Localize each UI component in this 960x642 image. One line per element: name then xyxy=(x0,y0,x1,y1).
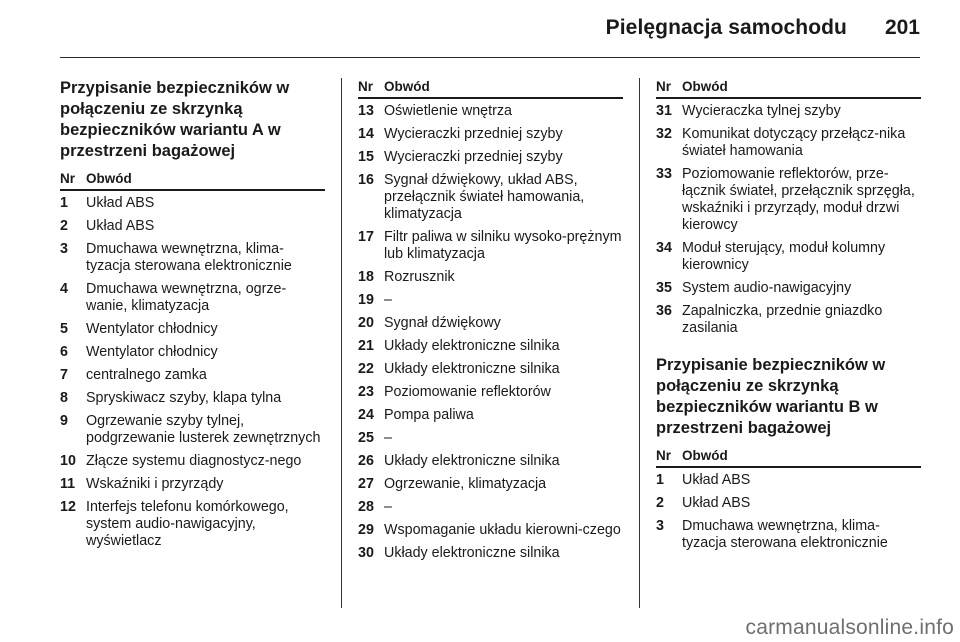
circuit-description: Układy elektroniczne silnika xyxy=(384,361,560,377)
fuse-number: 14 xyxy=(358,126,374,142)
circuit-description: Dmuchawa wewnętrzna, klima-tyzacja sterowana elektronicznie xyxy=(682,518,888,551)
fuse-number: 13 xyxy=(358,103,374,119)
table-row xyxy=(358,453,623,470)
table-row xyxy=(60,195,325,212)
fuse-number: 17 xyxy=(358,229,374,245)
column-divider xyxy=(639,78,640,608)
table-row xyxy=(60,241,325,275)
fuse-number: 2 xyxy=(656,495,664,511)
circuit-description: Wentylator chłodnicy xyxy=(86,344,218,360)
fuse-number: 24 xyxy=(358,407,374,423)
table-row xyxy=(358,522,623,539)
circuit-description: Układ ABS xyxy=(682,472,751,488)
table-row xyxy=(656,303,921,337)
circuit-description: Poziomowanie reflektorów xyxy=(384,384,551,400)
watermark: carmanualsonline.info xyxy=(745,616,954,639)
fuse-number: 31 xyxy=(656,103,672,119)
table-row xyxy=(60,476,325,493)
column-3 xyxy=(656,78,921,558)
table-row xyxy=(60,390,325,407)
table-row xyxy=(358,384,623,401)
table-row xyxy=(60,367,325,384)
table-row xyxy=(60,413,325,447)
table-row xyxy=(358,430,623,447)
fuse-number: 23 xyxy=(358,384,374,400)
table-header xyxy=(60,170,325,191)
fuse-number: 11 xyxy=(60,476,76,492)
circuit-description: Wskaźniki i przyrządy xyxy=(86,476,224,492)
circuit-description: Wycieraczka tylnej szyby xyxy=(682,103,841,119)
circuit-description: Dmuchawa wewnętrzna, ogrze-wanie, klimatyzacja xyxy=(86,281,287,314)
header-divider xyxy=(60,57,920,58)
table-row xyxy=(358,292,623,309)
circuit-description: Wycieraczki przedniej szyby xyxy=(384,149,563,165)
section-title-variant-a: Przypisanie bezpieczników w połączeniu ze skrzynką bezpieczników wariantu A w przestrzeni bagażowej xyxy=(60,79,290,160)
fuse-number: 30 xyxy=(358,545,374,561)
fuse-number: 1 xyxy=(60,195,68,211)
circuit-description: Układy elektroniczne silnika xyxy=(384,545,560,561)
circuit-description: Interfejs telefonu komórkowego, system audio-nawigacyjny, wyświetlacz xyxy=(86,499,289,549)
table-row xyxy=(358,476,623,493)
fuse-number: 32 xyxy=(656,126,672,142)
table-row xyxy=(656,518,921,552)
circuit-description: – xyxy=(384,499,392,515)
circuit-description: Rozrusznik xyxy=(384,269,455,285)
fuse-number: 3 xyxy=(60,241,68,257)
table-row xyxy=(358,499,623,516)
circuit-description: Sygnał dźwiękowy, układ ABS, przełącznik świateł hamowania, klimatyzacja xyxy=(384,172,585,222)
column-divider xyxy=(341,78,342,608)
circuit-description: Ogrzewanie, klimatyzacja xyxy=(384,476,547,492)
table-row xyxy=(60,218,325,235)
fuse-number: 19 xyxy=(358,292,374,308)
circuit-description: Układ ABS xyxy=(86,218,155,234)
table-header xyxy=(656,78,921,99)
circuit-description: Spryskiwacz szyby, klapa tylna xyxy=(86,390,282,406)
table-row xyxy=(358,545,623,562)
fuse-number: 4 xyxy=(60,281,68,297)
table-row xyxy=(358,407,623,424)
header-circuit: Obwód xyxy=(682,79,728,94)
table-row xyxy=(358,103,623,120)
table-row xyxy=(656,495,921,512)
circuit-description: Poziomowanie reflektorów, prze-łącznik świateł, przełącznik sprzęgła, wskaźniki i przyrządy, moduł drzwi kierowcy xyxy=(682,166,915,233)
fuse-table-a-continued xyxy=(358,103,623,562)
table-row xyxy=(358,338,623,355)
circuit-description: Wentylator chłodnicy xyxy=(86,321,218,337)
fuse-number: 8 xyxy=(60,390,68,406)
circuit-description: Oświetlenie wnętrza xyxy=(384,103,512,119)
table-header xyxy=(358,78,623,99)
circuit-description: Zapalniczka, przednie gniazdko zasilania xyxy=(682,303,883,336)
table-row xyxy=(60,344,325,361)
table-row xyxy=(358,126,623,143)
fuse-number: 3 xyxy=(656,518,664,534)
header-nr: Nr xyxy=(358,79,374,94)
fuse-number: 12 xyxy=(60,499,76,515)
table-row xyxy=(358,361,623,378)
circuit-description: Dmuchawa wewnętrzna, klima-tyzacja sterowana elektronicznie xyxy=(86,241,292,274)
circuit-description: Układy elektroniczne silnika xyxy=(384,453,560,469)
table-row xyxy=(656,126,921,160)
circuit-description: Układ ABS xyxy=(86,195,155,211)
fuse-number: 25 xyxy=(358,430,374,446)
table-row xyxy=(60,321,325,338)
table-row xyxy=(60,499,325,550)
fuse-number: 1 xyxy=(656,472,664,488)
table-row xyxy=(358,149,623,166)
circuit-description: Układ ABS xyxy=(682,495,751,511)
fuse-number: 16 xyxy=(358,172,374,188)
fuse-number: 26 xyxy=(358,453,374,469)
section-title-variant-b: Przypisanie bezpieczników w połączeniu ze skrzynką bezpieczników wariantu B w przestrzeni bagażowej xyxy=(656,356,886,437)
fuse-number: 6 xyxy=(60,344,68,360)
fuse-number: 29 xyxy=(358,522,374,538)
header-nr: Nr xyxy=(60,171,76,186)
fuse-number: 22 xyxy=(358,361,374,377)
fuse-number: 33 xyxy=(656,166,672,182)
fuse-number: 18 xyxy=(358,269,374,285)
circuit-description: Układy elektroniczne silnika xyxy=(384,338,560,354)
fuse-number: 36 xyxy=(656,303,672,319)
column-1 xyxy=(60,78,325,556)
circuit-description: centralnego zamka xyxy=(86,367,207,383)
circuit-description: – xyxy=(384,292,392,308)
table-row xyxy=(60,453,325,470)
table-row xyxy=(358,172,623,223)
page-header xyxy=(0,0,960,60)
circuit-description: Wspomaganie układu kierowni-czego xyxy=(384,522,621,538)
table-row xyxy=(656,240,921,274)
fuse-table-a-end xyxy=(656,103,921,337)
table-row xyxy=(358,269,623,286)
fuse-table-a xyxy=(60,195,325,550)
circuit-description: Wycieraczki przedniej szyby xyxy=(384,126,563,142)
circuit-description: Ogrzewanie szyby tylnej, podgrzewanie lusterek zewnętrznych xyxy=(86,413,321,446)
table-row xyxy=(656,103,921,120)
header-circuit: Obwód xyxy=(384,79,430,94)
fuse-number: 28 xyxy=(358,499,374,515)
table-row xyxy=(358,315,623,332)
fuse-number: 2 xyxy=(60,218,68,234)
fuse-table-b xyxy=(656,472,921,552)
table-row xyxy=(656,280,921,297)
fuse-number: 21 xyxy=(358,338,374,354)
fuse-number: 34 xyxy=(656,240,672,256)
circuit-description: Złącze systemu diagnostycz-nego xyxy=(86,453,302,469)
circuit-description: System audio-nawigacyjny xyxy=(682,280,852,296)
fuse-number: 35 xyxy=(656,280,672,296)
page-title: Pielęgnacja samochodu xyxy=(605,16,847,39)
table-row xyxy=(60,281,325,315)
circuit-description: Komunikat dotyczący przełącz-nika świateł hamowania xyxy=(682,126,906,159)
circuit-description: – xyxy=(384,430,392,446)
header-circuit: Obwód xyxy=(682,448,728,463)
fuse-number: 15 xyxy=(358,149,374,165)
circuit-description: Filtr paliwa w silniku wysoko-prężnym lub klimatyzacja xyxy=(384,229,622,262)
fuse-number: 27 xyxy=(358,476,374,492)
circuit-description: Pompa paliwa xyxy=(384,407,474,423)
circuit-description: Moduł sterujący, moduł kolumny kierownicy xyxy=(682,240,886,273)
header-nr: Nr xyxy=(656,448,672,463)
header-circuit: Obwód xyxy=(86,171,132,186)
fuse-number: 5 xyxy=(60,321,68,337)
table-header xyxy=(656,447,921,468)
fuse-number: 10 xyxy=(60,453,76,469)
fuse-number: 20 xyxy=(358,315,374,331)
table-row xyxy=(656,166,921,234)
fuse-number: 9 xyxy=(60,413,68,429)
page-number: 201 xyxy=(884,16,920,39)
circuit-description: Sygnał dźwiękowy xyxy=(384,315,501,331)
header-nr: Nr xyxy=(656,79,672,94)
table-row xyxy=(358,229,623,263)
table-row xyxy=(656,472,921,489)
fuse-number: 7 xyxy=(60,367,68,383)
column-2 xyxy=(358,78,623,568)
